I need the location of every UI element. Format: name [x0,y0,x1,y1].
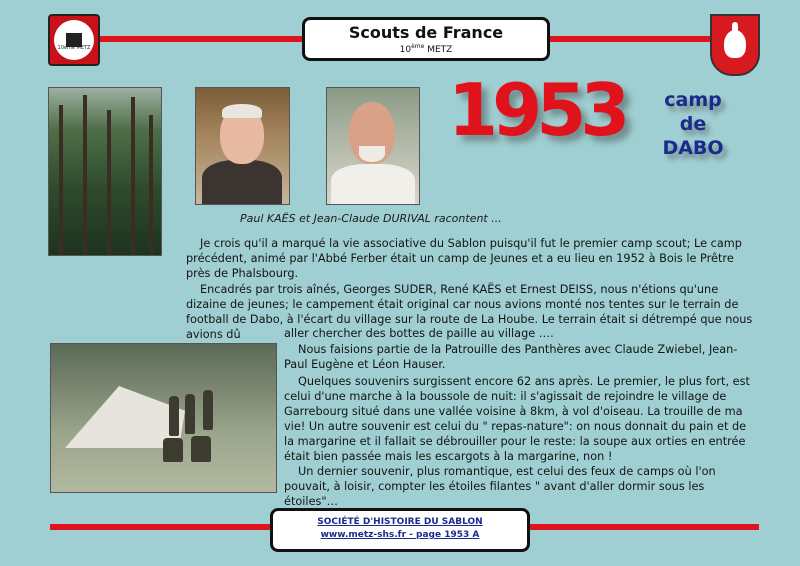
footer-org-link[interactable]: SOCIÉTÉ D'HISTOIRE DU SABLON [317,517,483,527]
logo-text: 10ème METZ [57,45,91,51]
page-title: Scouts de France [348,23,504,42]
paragraph-5: Un dernier souvenir, plus romantique, est celui des feux de camps où l'on pouvait, à loisir, compter les étoiles filantes " avant d'aller dormir sous les étoiles"… [284,465,716,508]
paragraph-1: Je crois qu'il a marqué la vie associative du Sablon puisqu'il fut le premier camp scout; Le camp précédent, animé par l'Abbé Ferber était un camp de Jeunes et a eu lieu en 1952 à Bois le Prêtre près de Phalsbourg. [186,237,742,280]
camp-title [648,88,738,160]
forest-photo [48,87,162,256]
camp-title-line-1: camp [664,89,722,111]
year-heading: 1953 [448,68,625,152]
portrait-paul-kaes [195,87,290,205]
coat-of-arms-icon [710,14,760,76]
portrait-jean-claude-durival [326,87,420,205]
photo-caption: Paul KAËS et Jean-Claude DURIVAL racontent ... [240,212,502,225]
footer-box [270,508,530,552]
scouts-logo [48,14,100,66]
header-line-left [96,36,302,42]
paragraph-3: Nous faisions partie de la Patrouille des Panthères avec Claude Zwiebel, Jean-Paul Eugène et Léon Hauser. [284,343,738,371]
page-subtitle: 10ème METZ [399,43,453,55]
bird-icon [724,30,746,58]
camp-title-line-2: de [679,113,707,135]
camp-photo [50,343,277,493]
paragraph-2-continued: aller chercher des bottes de paille au village …. [284,327,554,340]
footer-line-right [527,524,759,530]
paragraph-2: Encadrés par trois aînés, Georges SUDER, René KAËS et Ernest DEISS, nous n'étions qu'une dizaine de jeunes; le campement était original car nous avions monté nos tentes sur le terrain de football de Dabo, à l'écart du village sur la route de La Hoube. Le terrain était si détrempé que nous avions dû [186,283,753,341]
paragraph-4: Quelques souvenirs surgissent encore 62 ans après. Le premier, le plus fort, est celui d'une marche à la boussole de nuit: il s'agissait de rejoindre le village de Garrebourg situé dans une vallée voisine à 8km, à vol d'oiseau. La trouille de ma vie! Un autre souvenir est celui du " repas-nature": on nous donnait du pain et de la margarine et il fallait se débrouiller pour le reste: la soupe aux orties en entrée était bien passée mais les escargots à la margarine, non ! [284,375,750,463]
header-line-right [547,36,710,42]
footer-site-link[interactable]: www.metz-shs.fr - page 1953 A [320,530,480,540]
header-title-box [302,17,550,61]
footer-line-left [50,524,270,530]
camp-title-line-3: DABO [662,137,724,159]
